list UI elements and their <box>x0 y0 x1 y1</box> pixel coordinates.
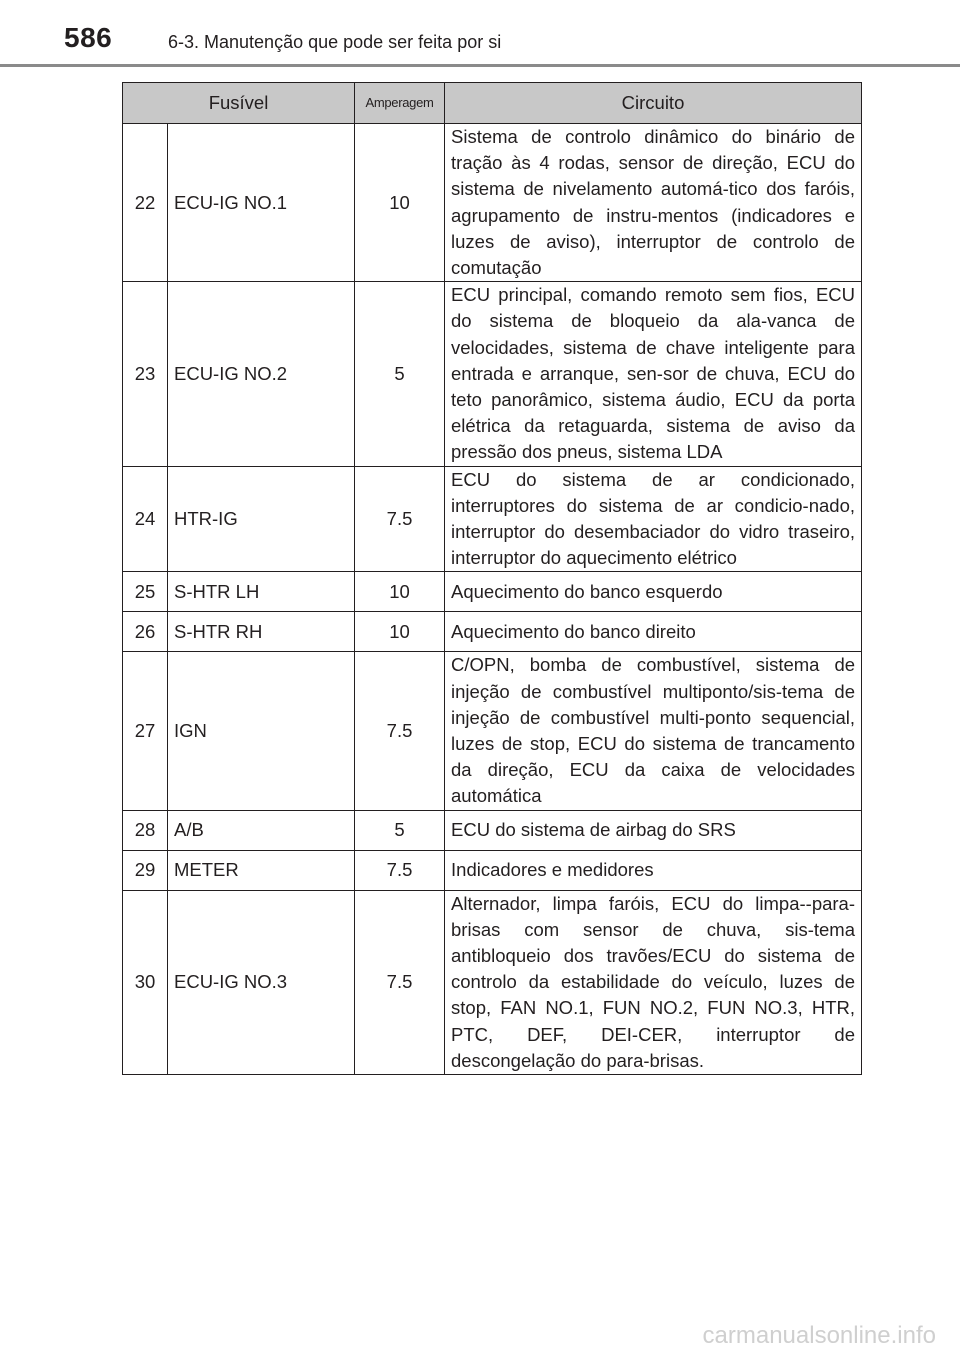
table-row <box>123 850 862 890</box>
page-number: 586 <box>64 22 113 53</box>
fuse-circuit: ECU principal, comando remoto sem fios, ECU do sistema de bloqueio da ala-vanca de velocidades, sistema de chave inteligente para entrada e arranque, sen-sor de chuva, ECU do teto panorâmico, sistema áudio, ECU da porta elétrica da retaguarda, sistema de aviso da pressão dos pneus, sistema LDA <box>445 282 862 466</box>
fuse-amperage: 7.5 <box>355 652 445 810</box>
column-header-circuit: Circuito <box>445 83 862 124</box>
fuse-circuit: ECU do sistema de ar condicionado, interruptores do sistema de ar condicio-nado, interruptor do desembaciador do vidro traseiro, interruptor do aquecimento elétrico <box>445 466 862 572</box>
fuse-name: A/B <box>168 810 355 850</box>
fuse-circuit: Alternador, limpa faróis, ECU do limpa--para-brisas com sensor de chuva, sis-tema antibloqueio dos travões/ECU do sistema de controlo da estabilidade do veículo, luzes de stop, FAN NO.1, FUN NO.2, FUN NO.3, HTR, PTC, DEF, DEI-CER, interruptor de descongelação do para-brisas. <box>445 890 862 1074</box>
fuse-amperage: 7.5 <box>355 890 445 1074</box>
fuse-amperage: 10 <box>355 572 445 612</box>
table-row <box>123 810 862 850</box>
section-title: 6-3. Manutenção que pode ser feita por si <box>168 32 502 52</box>
fuse-number: 23 <box>123 282 168 466</box>
table-row <box>123 652 862 810</box>
fuse-number: 27 <box>123 652 168 810</box>
fuse-amperage: 10 <box>355 612 445 652</box>
fuse-amperage: 7.5 <box>355 466 445 572</box>
fuse-amperage: 5 <box>355 282 445 466</box>
fuse-name: S-HTR RH <box>168 612 355 652</box>
fuse-name: HTR-IG <box>168 466 355 572</box>
fuse-circuit: C/OPN, bomba de combustível, sistema de injeção de combustível multiponto/sis-tema de injeção de combustível multi-ponto sequencial, luzes de stop, ECU do sistema de trancamento da direção, ECU da caixa de velocidades automática <box>445 652 862 810</box>
column-header-fuse: Fusível <box>123 83 355 124</box>
fuse-amperage: 10 <box>355 124 445 282</box>
fuse-circuit: Sistema de controlo dinâmico do binário de tração às 4 rodas, sensor de direção, ECU do sistema de nivelamento automá-tico dos faróis, agrupamento de instru-mentos (indicadores e luzes de aviso), interruptor de controlo de comutação <box>445 124 862 282</box>
table-row <box>123 282 862 466</box>
fuse-circuit: ECU do sistema de airbag do SRS <box>445 810 862 850</box>
fuse-number: 24 <box>123 466 168 572</box>
fuse-circuit: Indicadores e medidores <box>445 850 862 890</box>
table-row <box>123 612 862 652</box>
fuse-table <box>122 82 862 1075</box>
fuse-amperage: 5 <box>355 810 445 850</box>
fuse-name: ECU-IG NO.1 <box>168 124 355 282</box>
table-row <box>123 466 862 572</box>
fuse-number: 28 <box>123 810 168 850</box>
fuse-number: 26 <box>123 612 168 652</box>
table-header-row <box>123 83 862 124</box>
fuse-name: ECU-IG NO.3 <box>168 890 355 1074</box>
fuse-number: 29 <box>123 850 168 890</box>
watermark: carmanualsonline.info <box>702 1322 936 1349</box>
fuse-circuit: Aquecimento do banco direito <box>445 612 862 652</box>
fuse-name: METER <box>168 850 355 890</box>
table-row <box>123 124 862 282</box>
page-header <box>0 0 960 66</box>
table-row <box>123 890 862 1074</box>
header-divider <box>0 64 960 67</box>
fuse-number: 22 <box>123 124 168 282</box>
fuse-name: IGN <box>168 652 355 810</box>
fuse-amperage: 7.5 <box>355 850 445 890</box>
fuse-circuit: Aquecimento do banco esquerdo <box>445 572 862 612</box>
table-row <box>123 572 862 612</box>
fuse-number: 30 <box>123 890 168 1074</box>
column-header-amperage: Amperagem <box>355 83 445 124</box>
fuse-name: ECU-IG NO.2 <box>168 282 355 466</box>
fuse-name: S-HTR LH <box>168 572 355 612</box>
fuse-number: 25 <box>123 572 168 612</box>
